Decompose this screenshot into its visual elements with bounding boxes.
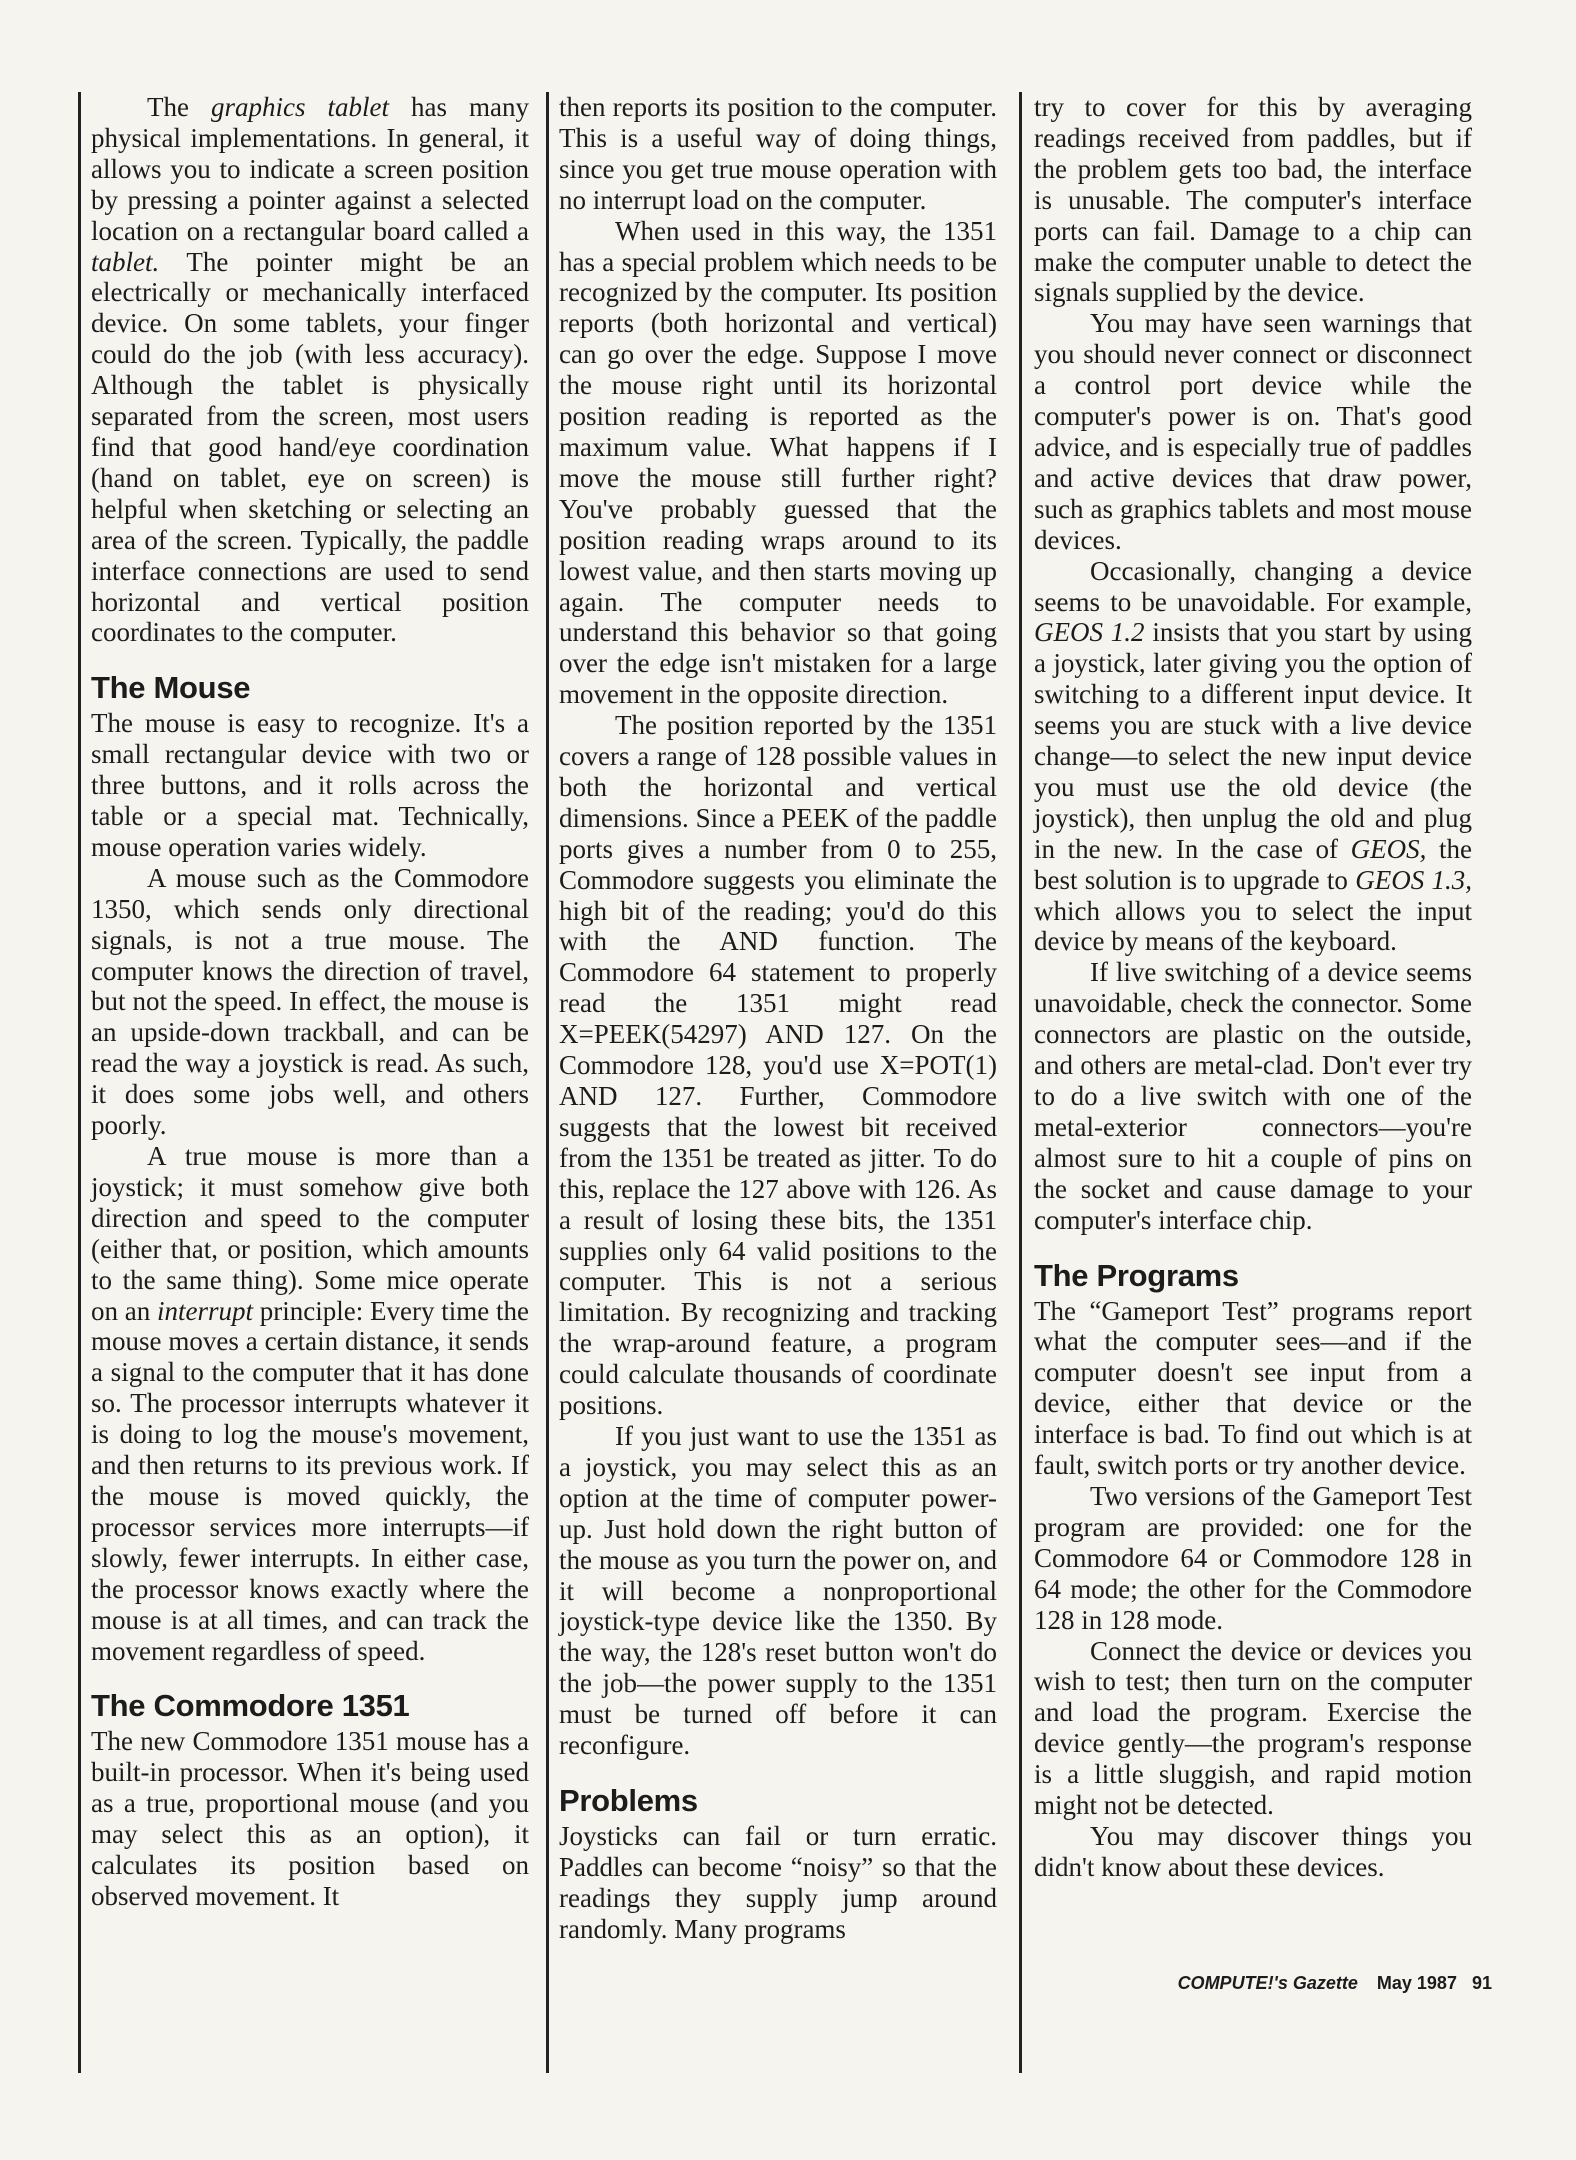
column-3 xyxy=(1034,92,1472,1883)
paragraph xyxy=(1034,308,1472,555)
paragraph xyxy=(91,1141,529,1666)
text-run: then reports its position to the computer. This is a useful way of doing things, since you get true mouse operation with no interrupt load on the computer. xyxy=(559,92,997,215)
page-number: 91 xyxy=(1471,1973,1492,1993)
section-heading: The Programs xyxy=(1034,1257,1239,1293)
text-run: The position reported by the 1351 covers a range of 128 possible values in both the horizontal and vertical dimensions. Since a PEEK of the paddle ports gives a number from 0 to 255, Commodore suggests you eliminate the high bit of the reading; you'd do this with the AND function. The Commodore 64 statement to properly read the 1351 might read X=PEEK(54297) AND 127. On the Commodore 128, you'd use X=POT(1) AND 127. Further, Commodore suggests that the lowest bit received from the 1351 be treated as jitter. To do this, replace the 127 above with 126. As a result of losing these bits, the 1351 supplies only 64 valid positions to the computer. This is not a serious limitation. By recognizing and tracking the wrap-around feature, a program could calculate thousands of coordinate positions. xyxy=(559,710,997,1421)
text-run: If live switching of a device seems unavoidable, check the connector. Some connectors are plastic on the outside, and others are metal-clad. Don't ever try to do a live switch with one of the metal-exterior connectors—you're almost sure to hit a couple of pins on the socket and cause damage to your computer's interface chip. xyxy=(1034,957,1472,1235)
paragraph xyxy=(1034,1821,1472,1883)
text-run: You may discover things you didn't know about these devices. xyxy=(1034,1820,1472,1882)
text-run: The pointer might be an electrically or mechanically interfaced device. On some tablets, your finger could do the job (with less accuracy). Although the tablet is physically separated from the screen, most users find that good hand/eye coordination (hand on tablet, eye on screen) is helpful when sketching or selecting an area of the screen. Typically, the paddle interface connections are used to send horizontal and vertical position coordinates to the computer. xyxy=(91,246,529,648)
issue-date: May 1987 xyxy=(1376,1973,1457,1993)
text-run: The xyxy=(147,92,211,122)
page-footer xyxy=(1152,1971,1492,1995)
section-heading: The Commodore 1351 xyxy=(91,1688,410,1724)
text-run: try to cover for this by averaging readings received from paddles, but if the problem gets too bad, the interface is unusable. The computer's interface ports can fail. Damage to a chip can make the computer unable to detect the signals supplied by the device. xyxy=(1034,92,1472,308)
italic-text: GEOS 1.3, xyxy=(1355,864,1472,895)
paragraph xyxy=(91,863,529,1141)
paragraph xyxy=(559,216,997,711)
italic-text: graphics tablet xyxy=(210,92,389,122)
paragraph xyxy=(91,92,529,648)
column-2 xyxy=(559,92,997,1945)
text-run: When used in this way, the 1351 has a special problem which needs to be recognized by the computer. Its position reports (both horizontal and vertical) can go over the edge. Suppose I move the mouse right until its horizontal position reading is reported as the maximum value. What happens if I move the mouse still further right? You've probably guessed that the position reading wraps around to its lowest value, and then starts moving up again. The computer needs to understand this behavior so that going over the edge isn't mistaken for a large movement in the opposite direction. xyxy=(559,215,997,710)
paragraph xyxy=(1034,556,1472,958)
text-run: If you just want to use the 1351 as a joystick, you may select this as an option at the time of computer power-up. Just hold down the right button of the mouse as you turn the power on, and it will become a nonproportional joystick-type device like the 1350. By the way, the 128's reset button won't do the job—the power supply to the 1351 must be turned off before it can reconfigure. xyxy=(559,1420,997,1761)
text-run: A mouse such as the Commodore 1350, which sends only directional signals, is not a true mouse. The computer knows the direction of travel, but not the speed. In effect, the mouse is an upside-down trackball, and can be read the way a joystick is read. As such, it does some jobs well, and others poorly. xyxy=(91,862,529,1141)
paragraph xyxy=(1034,1636,1472,1821)
text-run: Connect the device or devices you wish to test; then turn on the computer and load the program. Exercise the device gently—the program's response is a little sluggish, and rapid motion might not be detected. xyxy=(1034,1635,1472,1821)
text-run: has many physical implementations. In general, it allows you to indicate a screen position by pressing a pointer against a selected location on a rectangular board called a xyxy=(91,92,529,246)
paragraph xyxy=(91,708,529,863)
paragraph xyxy=(1034,1296,1472,1481)
text-run: Occasionally, changing a device seems to be unavoidable. For example, xyxy=(1034,555,1472,617)
italic-text: GEOS, xyxy=(1350,833,1427,864)
text-run: The mouse is easy to recognize. It's a small rectangular device with two or three buttons, and it rolls across the table or a special mat. Technically, mouse operation varies widely. xyxy=(91,708,529,862)
text-run: the best solution is to upgrade to xyxy=(1034,833,1472,895)
italic-text: interrupt xyxy=(157,1295,254,1326)
text-run: Two versions of the Gameport Test program are provided: one for the Commodore 64 or Commodore 128 in 64 mode; the other for the Commodore 128 in 128 mode. xyxy=(1034,1480,1472,1635)
text-run: which allows you to select the input device by means of the keyboard. xyxy=(1034,895,1472,957)
paragraph xyxy=(91,1726,529,1911)
text-run: You may have seen warnings that you should never connect or disconnect a control port device while the computer's power is on. That's good advice, and is especially true of paddles and active devices that draw power, such as graphics tablets and most mouse devices. xyxy=(1034,308,1472,555)
text-run: Joysticks can fail or turn erratic. Paddles can become “noisy” so that the readings they supply jump around randomly. Many programs xyxy=(559,1820,997,1944)
italic-text: GEOS 1.2 xyxy=(1034,617,1145,648)
text-run: principle: Every time the mouse moves a certain distance, it sends a signal to the computer that it has done so. The processor interrupts whatever it is doing to log the mouse's movement, and then returns to its previous work. If the mouse is moved quickly, the processor services more interrupts—if slowly, fewer interrupts. In either case, the processor knows exactly where the mouse is at all times, and can track the movement regardless of speed. xyxy=(91,1295,529,1666)
column-rule-middle xyxy=(546,92,549,2073)
text-run: The “Gameport Test” programs report what the computer sees—and if the computer doesn't see input from a device, either that device or the interface is bad. To find out which is at fault, switch ports or try another device. xyxy=(1034,1295,1472,1481)
paragraph xyxy=(559,92,997,216)
italic-text: tablet. xyxy=(91,246,160,277)
column-1 xyxy=(91,92,529,1912)
paragraph xyxy=(1034,957,1472,1235)
column-rule-right xyxy=(1019,92,1022,2073)
text-run: A true mouse is more than a joystick; it must somehow give both direction and speed to the computer (either that, or position, which amounts to the same thing). Some mice operate on an xyxy=(91,1141,529,1326)
paragraph xyxy=(559,710,997,1421)
column-rule-left xyxy=(78,92,81,2073)
section-heading: Problems xyxy=(559,1782,698,1818)
paragraph xyxy=(559,1821,997,1945)
paragraph xyxy=(559,1421,997,1761)
text-run: insists that you start by using a joystick, later giving you the option of switching to a different input device. It seems you are stuck with a live device change—to select the new input device you must use the old device (the joystick), then unplug the old and plug in the new. In the case of xyxy=(1034,617,1472,864)
paragraph xyxy=(1034,92,1472,308)
text-run: The new Commodore 1351 mouse has a built-in processor. When it's being used as a true, proportional mouse (and you may select this as an option), it calculates its position based on observed movement. It xyxy=(91,1726,529,1911)
magazine-name: COMPUTE!'s Gazette xyxy=(1177,1973,1358,1993)
paragraph xyxy=(1034,1481,1472,1636)
section-heading: The Mouse xyxy=(91,670,251,706)
